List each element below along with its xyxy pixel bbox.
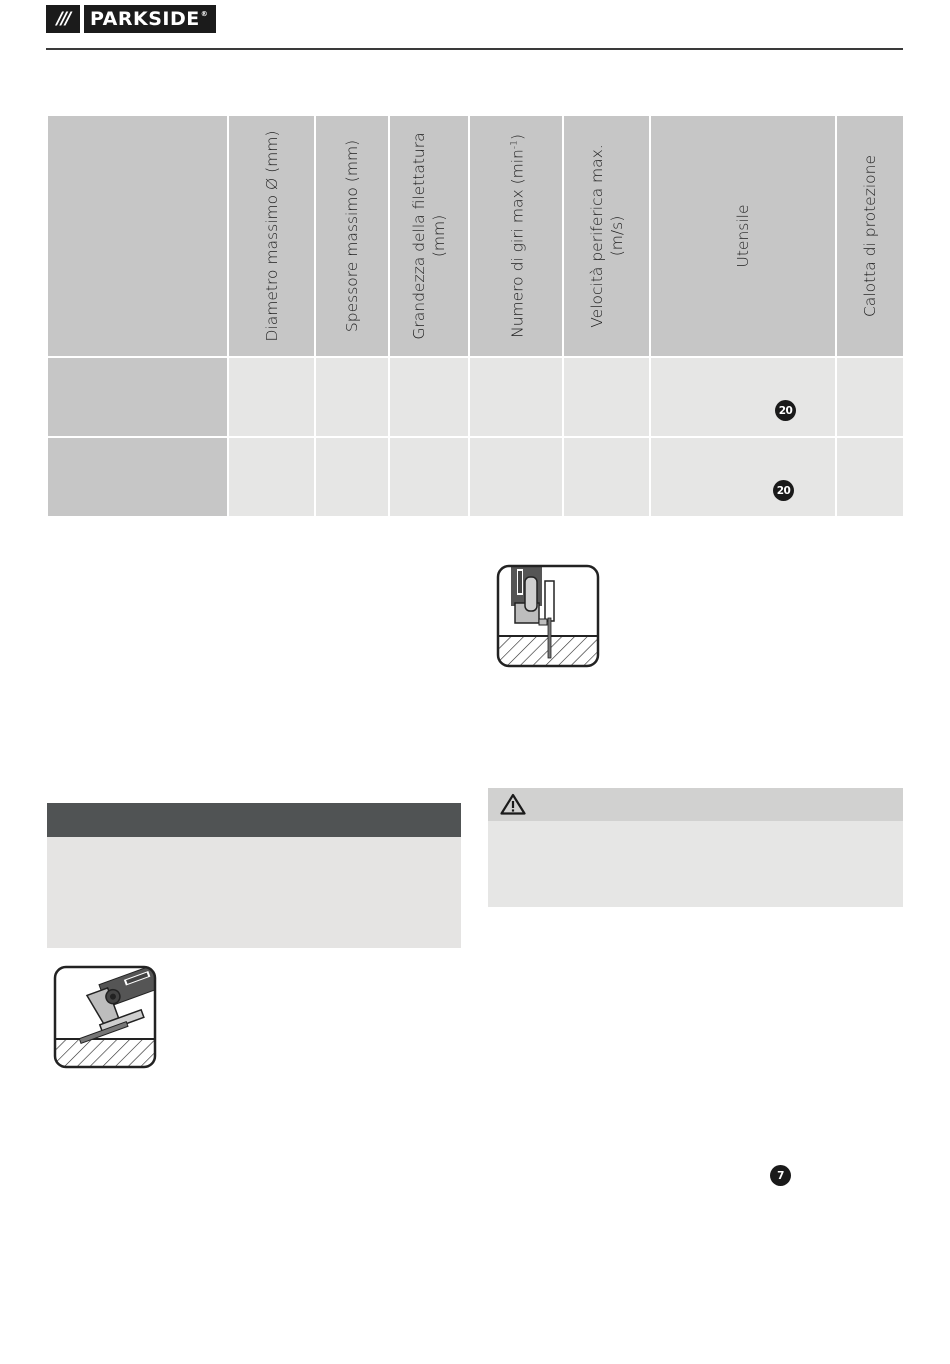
column-header-guard bbox=[837, 116, 903, 356]
table-cell bbox=[390, 438, 468, 516]
warning-header bbox=[488, 788, 903, 821]
column-header-speed bbox=[470, 116, 562, 356]
logo-wordmark bbox=[84, 5, 216, 33]
column-header-label: Utensile bbox=[734, 204, 752, 268]
table-cell bbox=[229, 358, 314, 436]
warning-body bbox=[488, 821, 903, 907]
table-cell bbox=[470, 438, 562, 516]
reference-number-badge: 20 bbox=[775, 400, 796, 421]
table-cell bbox=[470, 358, 562, 436]
column-header-label: Spessore massimo (mm) bbox=[343, 139, 361, 333]
table-cell bbox=[837, 358, 903, 436]
reference-number-badge: 20 bbox=[773, 480, 794, 501]
column-header-label: Grandezza della filettatura (mm) bbox=[410, 132, 448, 340]
row-header-cell bbox=[48, 358, 227, 436]
header-divider bbox=[46, 48, 903, 50]
column-header-label: Diametro massimo Ø (mm) bbox=[262, 130, 281, 342]
table-cell bbox=[229, 438, 314, 516]
grinding-angle-pictogram bbox=[52, 964, 158, 1070]
table-cell bbox=[316, 358, 388, 436]
logo-registered: ® bbox=[200, 10, 209, 18]
column-header-label: Numero di giri $\max (\min^{-1})$ bbox=[508, 134, 527, 338]
section-header-bar bbox=[47, 803, 461, 837]
table-cell bbox=[316, 438, 388, 516]
column-header-label: Velocità periferica max. (m/s) bbox=[587, 144, 626, 328]
logo-slashes: /// bbox=[46, 5, 80, 33]
table-cell-tool bbox=[651, 438, 835, 516]
column-header-thickness bbox=[316, 116, 388, 356]
column-header-peripheral-speed bbox=[564, 116, 649, 356]
column-header-diameter bbox=[229, 116, 314, 356]
column-header-tool bbox=[651, 116, 835, 356]
table-cell bbox=[390, 358, 468, 436]
table-corner-cell bbox=[48, 116, 227, 356]
table-cell bbox=[837, 438, 903, 516]
column-header-thread bbox=[390, 116, 468, 356]
section-note-box bbox=[47, 837, 461, 948]
logo-name: PARKSIDE bbox=[90, 8, 200, 30]
warning-triangle-icon bbox=[500, 793, 526, 815]
table-cell bbox=[564, 438, 649, 516]
row-header-cell bbox=[48, 438, 227, 516]
table-cell bbox=[564, 358, 649, 436]
reference-number-badge: 7 bbox=[770, 1165, 791, 1186]
table-cell-tool bbox=[651, 358, 835, 436]
column-header-label: Calotta di protezione bbox=[861, 154, 879, 318]
cutting-disc-pictogram bbox=[495, 563, 601, 669]
parkside-logo bbox=[46, 5, 216, 33]
accessory-table bbox=[48, 116, 903, 516]
